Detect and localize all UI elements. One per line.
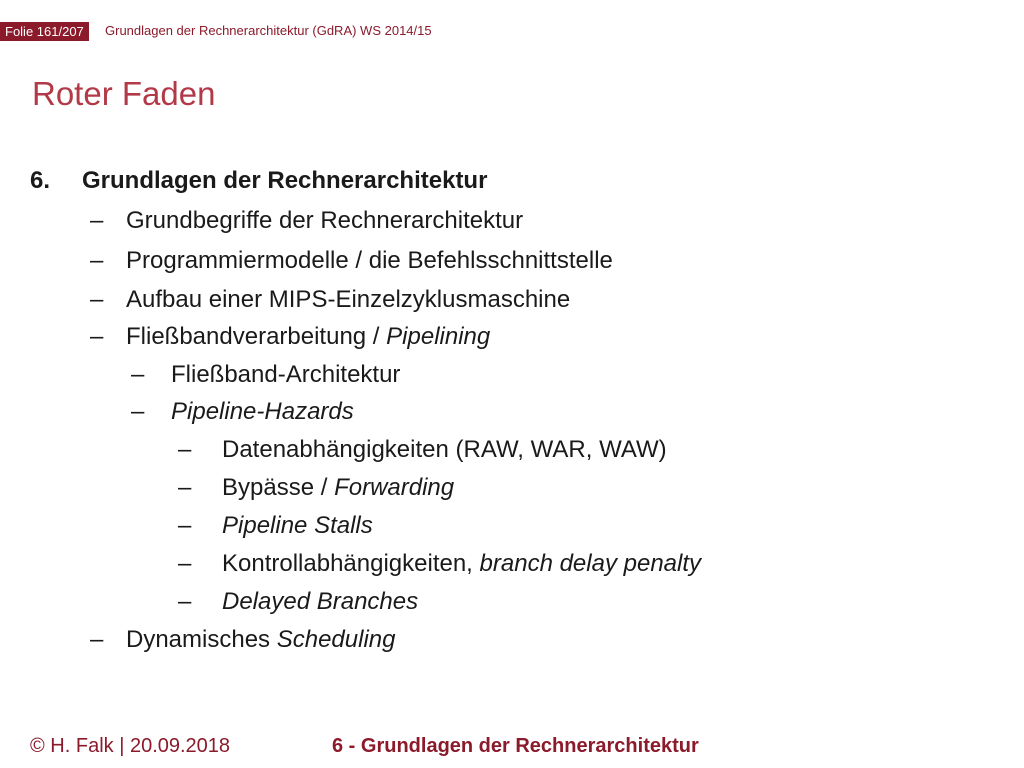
outline-item-text bbox=[126, 285, 570, 315]
dash-marker: – bbox=[90, 286, 104, 313]
item-text-italic: Pipeline-Hazards bbox=[171, 398, 354, 425]
outline-item-text bbox=[171, 397, 354, 427]
slide-number-badge: Folie 161/207 bbox=[0, 22, 89, 41]
item-text-italic: Pipeline Stalls bbox=[222, 512, 373, 539]
outline-item-text bbox=[222, 587, 418, 617]
outline-item-text bbox=[222, 549, 701, 579]
dash-marker: – bbox=[90, 323, 104, 350]
outline-item-text bbox=[171, 360, 400, 390]
dash-marker: – bbox=[90, 626, 104, 653]
item-text-part: Grundbegriffe der Rechnerarchitektur bbox=[126, 207, 524, 234]
item-text-part: Datenabhängigkeiten (RAW, WAR, WAW) bbox=[222, 436, 667, 463]
outline-item-text bbox=[222, 435, 667, 465]
item-text-italic: Delayed Branches bbox=[222, 588, 419, 615]
dash-marker: – bbox=[131, 398, 145, 425]
dash-marker: – bbox=[178, 588, 192, 615]
section-number: 6. bbox=[30, 167, 51, 194]
item-text-part: Programmiermodelle / die Befehlsschnittstelle bbox=[126, 247, 613, 274]
outline-item-text bbox=[126, 625, 395, 655]
item-text-italic: Pipelining bbox=[386, 323, 491, 350]
footer-author-date: © H. Falk | 20.09.2018 bbox=[30, 735, 231, 757]
dash-marker: – bbox=[178, 550, 192, 577]
item-text-italic: Scheduling bbox=[276, 626, 396, 653]
item-text-italic: Forwarding bbox=[334, 474, 455, 501]
item-text-part: Fließband-Architektur bbox=[171, 361, 401, 388]
outline-item-text bbox=[126, 206, 523, 236]
item-text-part: Fließbandverarbeitung / bbox=[126, 323, 387, 350]
outline-item-text bbox=[222, 511, 373, 541]
slide-title: Roter Faden bbox=[32, 75, 216, 112]
footer-chapter: 6 - Grundlagen der Rechnerarchitektur bbox=[332, 735, 699, 757]
dash-marker: – bbox=[178, 474, 192, 501]
section-title: Grundlagen der Rechnerarchitektur bbox=[82, 167, 488, 194]
course-title: Grundlagen der Rechnerarchitektur (GdRA) WS 2014/15 bbox=[105, 23, 432, 38]
outline-item-text bbox=[126, 246, 613, 276]
dash-marker: – bbox=[90, 207, 104, 234]
item-text-italic: branch delay penalty bbox=[479, 550, 702, 577]
outline-item-text bbox=[222, 473, 454, 503]
item-text-part: Aufbau einer MIPS-Einzelzyklusmaschine bbox=[126, 286, 571, 313]
item-text-part: Dynamisches bbox=[126, 626, 277, 653]
outline-item-text bbox=[126, 322, 490, 352]
item-text-part: Kontrollabhängigkeiten, bbox=[222, 550, 480, 577]
item-text-part: Bypässe / bbox=[222, 474, 335, 501]
dash-marker: – bbox=[131, 361, 145, 388]
dash-marker: – bbox=[90, 247, 104, 274]
dash-marker: – bbox=[178, 436, 192, 463]
dash-marker: – bbox=[178, 512, 192, 539]
